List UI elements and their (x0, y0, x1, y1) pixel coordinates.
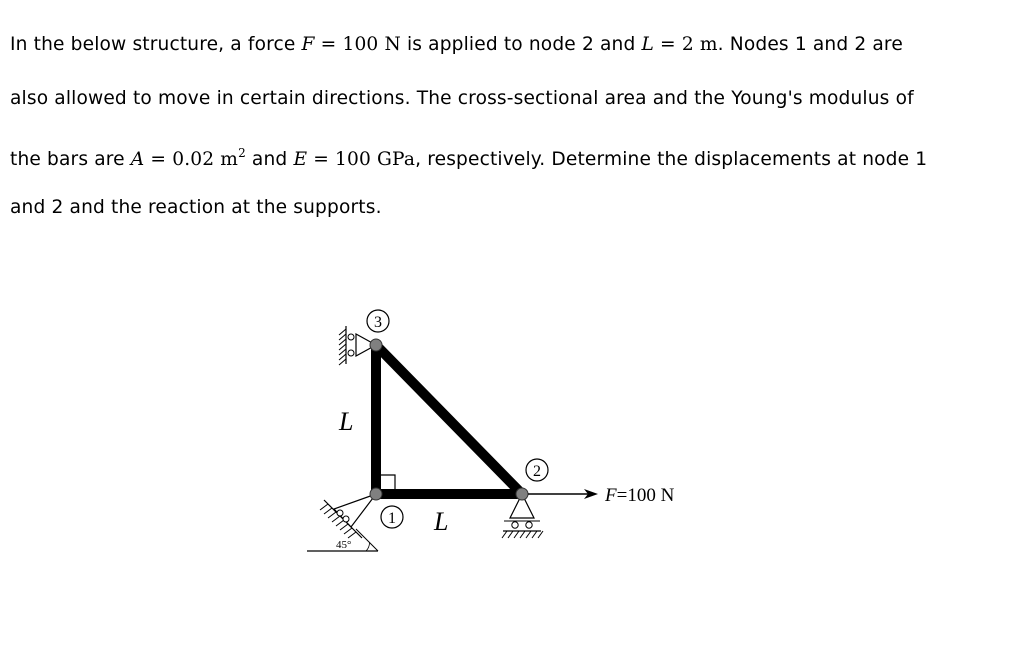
length-symbol: L (641, 34, 654, 55)
node-2-label: 2 (533, 463, 541, 480)
angle-label: 45° (336, 539, 352, 551)
force-value: 100 N (342, 34, 401, 55)
equals-sign: = (653, 34, 682, 55)
angle-arc (366, 543, 370, 552)
node-1-dot (370, 488, 382, 500)
text-segment: and (245, 149, 294, 170)
diagonal-bar (376, 345, 522, 494)
roller-icon (348, 350, 354, 356)
wall-hatch (339, 329, 346, 365)
truss-bars (376, 345, 522, 494)
roller-support-node-2 (502, 494, 543, 538)
angle-line (356, 529, 378, 551)
length-value: 2 m (681, 34, 718, 55)
area-value: 0.02 m (172, 149, 239, 170)
force-arrow (528, 489, 598, 499)
force-symbol-label: F (605, 485, 617, 506)
area-symbol: A (130, 149, 145, 170)
text-segment: is applied to node 2 and (400, 34, 642, 55)
roller-icon (348, 334, 354, 340)
roller-icon (337, 510, 343, 516)
ground-hatch (502, 531, 543, 538)
equals-sign: = (314, 34, 343, 55)
node-1-label: 1 (388, 510, 396, 527)
text-segment: the bars are (10, 149, 131, 170)
right-angle-marker (381, 475, 395, 489)
equals-sign: = (144, 149, 173, 170)
vertical-length-label: L (339, 407, 354, 436)
node-2-dot (516, 488, 528, 500)
area-exponent: 2 (238, 146, 246, 160)
roller-icon (512, 522, 518, 528)
modulus-value: 100 GPa (335, 149, 416, 170)
horizontal-length-label: L (434, 507, 449, 536)
roller-icon (526, 522, 532, 528)
problem-line-2: also allowed to move in certain directions. The cross-sectional area and the Young's modulus of (10, 88, 914, 109)
node-3-dot (370, 339, 382, 351)
text-segment: . Nodes 1 and 2 are (717, 34, 903, 55)
problem-line-4: and 2 and the reaction at the supports. (10, 197, 382, 218)
node-3-label: 3 (374, 314, 382, 331)
equals-sign: = (307, 149, 336, 170)
force-symbol: F (301, 34, 315, 55)
text-segment: In the below structure, a force (10, 34, 302, 55)
force-label (604, 485, 675, 506)
inclined-support-node-1 (320, 494, 376, 538)
modulus-symbol: E (293, 149, 308, 170)
text-segment: , respectively. Determine the displacements at node 1 (415, 149, 928, 170)
force-value-label: =100 N (616, 485, 675, 506)
roller-icon (343, 516, 349, 522)
